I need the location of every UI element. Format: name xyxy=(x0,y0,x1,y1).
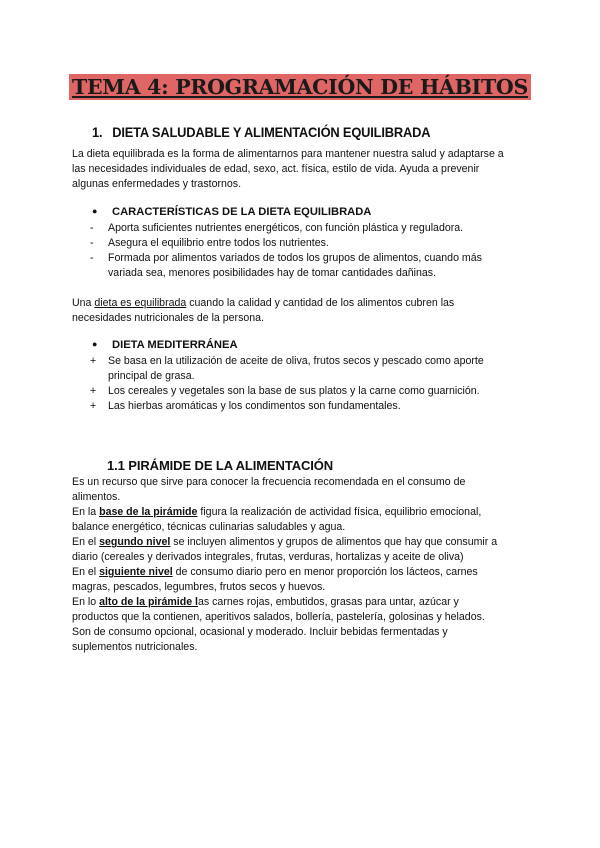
text-run: En lo xyxy=(72,596,100,608)
list-item-text: Se basa en la utilización de aceite de oliva, frutos secos y pescado como aporte xyxy=(108,355,484,367)
paragraph-line xyxy=(72,595,542,610)
piramide-heading: 1.1 PIRÁMIDE DE LA ALIMENTACIÓN xyxy=(107,458,334,473)
text-run: cuando la calidad y cantidad de los alimentos cubren las xyxy=(186,297,455,309)
paragraph-line: suplementos nutricionales. xyxy=(72,641,198,653)
list-item xyxy=(90,399,530,414)
paragraph-line: productos que la contienen, aperitivos salados, bollería, pastelería, golosinas y helados. xyxy=(72,611,485,623)
list-item-text: Asegura el equilibrio entre todos los nutrientes. xyxy=(108,237,329,249)
list-item-text: principal de grasa. xyxy=(108,370,195,382)
dash-marker: - xyxy=(90,252,94,264)
paragraph-line: balance energético, técnicas culinarias saludables y agua. xyxy=(72,521,346,533)
list-item-text: variada sea, menores posibilidades hay de tomar cantidades dañinas. xyxy=(108,267,437,279)
piramide-paragraph xyxy=(72,475,542,655)
intro-paragraph xyxy=(72,147,542,192)
section-heading xyxy=(92,124,430,140)
list-item-text: Aporta suficientes nutrientes energéticos, con función plástica y reguladora. xyxy=(108,222,464,234)
bullet-icon: ● xyxy=(92,339,98,349)
mediterranea-heading xyxy=(92,339,238,351)
paragraph-line xyxy=(72,505,542,520)
list-item xyxy=(90,354,530,384)
list-item-text: Los cereales y vegetales son la base de sus platos y la carne como guarnición. xyxy=(108,385,480,397)
paragraph-line: diario (cereales y derivados integrales, frutas, verduras, hortalizas y aceite de oliva) xyxy=(72,551,464,563)
list-item-text: Las hierbas aromáticas y los condimentos son fundamentales. xyxy=(108,400,401,412)
paragraph-line xyxy=(72,565,542,580)
key-term: siguiente nivel xyxy=(99,566,173,578)
paragraph-line: Son de consumo opcional, ocasional y moderado. Incluir bebidas fermentadas y xyxy=(72,626,448,638)
plus-marker: + xyxy=(90,355,97,367)
equilibrada-paragraph xyxy=(72,296,542,326)
caracteristicas-heading xyxy=(92,206,371,218)
key-term: segundo nivel xyxy=(99,536,171,548)
text-run: de consumo diario pero en menor proporción los lácteos, carnes xyxy=(172,566,478,578)
text-run: figura la realización de actividad física, equilibrio emocional, xyxy=(197,506,482,518)
underlined-term: dieta es equilibrada xyxy=(94,297,187,309)
mediterranea-title: DIETA MEDITERRÁNEA xyxy=(112,339,238,351)
text-run: En el xyxy=(72,566,100,578)
paragraph-line: alimentos. xyxy=(72,491,121,503)
dash-marker: - xyxy=(90,222,94,234)
title-block xyxy=(0,74,600,100)
intro-line: las necesidades individuales de edad, sexo, act. física, estilo de vida. Ayuda a prevenir xyxy=(72,163,480,175)
list-item xyxy=(90,384,530,399)
list-item xyxy=(90,236,530,251)
dash-marker: - xyxy=(90,237,94,249)
mediterranea-list xyxy=(90,354,530,414)
list-item xyxy=(90,221,530,236)
key-term: base de la pirámide xyxy=(99,506,198,518)
section-title: DIETA SALUDABLE Y ALIMENTACIÓN EQUILIBRADA xyxy=(112,124,431,140)
page-title: TEMA 4: PROGRAMACIÓN DE HÁBITOS xyxy=(69,74,531,100)
plus-marker: + xyxy=(90,400,97,412)
text-run: se incluyen alimentos y grupos de alimentos que hay que consumir a xyxy=(170,536,498,548)
text-run: En la xyxy=(72,506,100,518)
paragraph-line: magras, pescados, legumbres, frutos secos y huevos. xyxy=(72,581,326,593)
text-run: as carnes rojas, embutidos, grasas para untar, azúcar y xyxy=(198,596,459,608)
paragraph-line: necesidades nutricionales de la persona. xyxy=(72,312,264,324)
caracteristicas-title: CARACTERÍSTICAS DE LA DIETA EQUILIBRADA xyxy=(112,206,372,218)
paragraph-line: Es un recurso que sirve para conocer la frecuencia recomendada en el consumo de xyxy=(72,476,466,488)
list-item xyxy=(90,251,530,281)
caracteristicas-list xyxy=(90,221,530,281)
key-term: alto de la pirámide l xyxy=(99,596,198,608)
intro-line: La dieta equilibrada es la forma de alimentarnos para mantener nuestra salud y adaptarse a xyxy=(72,148,504,160)
intro-line: algunas enfermedades y trastornos. xyxy=(72,178,242,190)
paragraph-line xyxy=(72,296,542,311)
text-run: En el xyxy=(72,536,100,548)
list-item-text: Formada por alimentos variados de todos los grupos de alimentos, cuando más xyxy=(108,252,482,264)
paragraph-line xyxy=(72,535,542,550)
plus-marker: + xyxy=(90,385,97,397)
section-number: 1. xyxy=(92,124,103,140)
text-run: Una xyxy=(72,297,95,309)
bullet-icon: ● xyxy=(92,206,98,216)
